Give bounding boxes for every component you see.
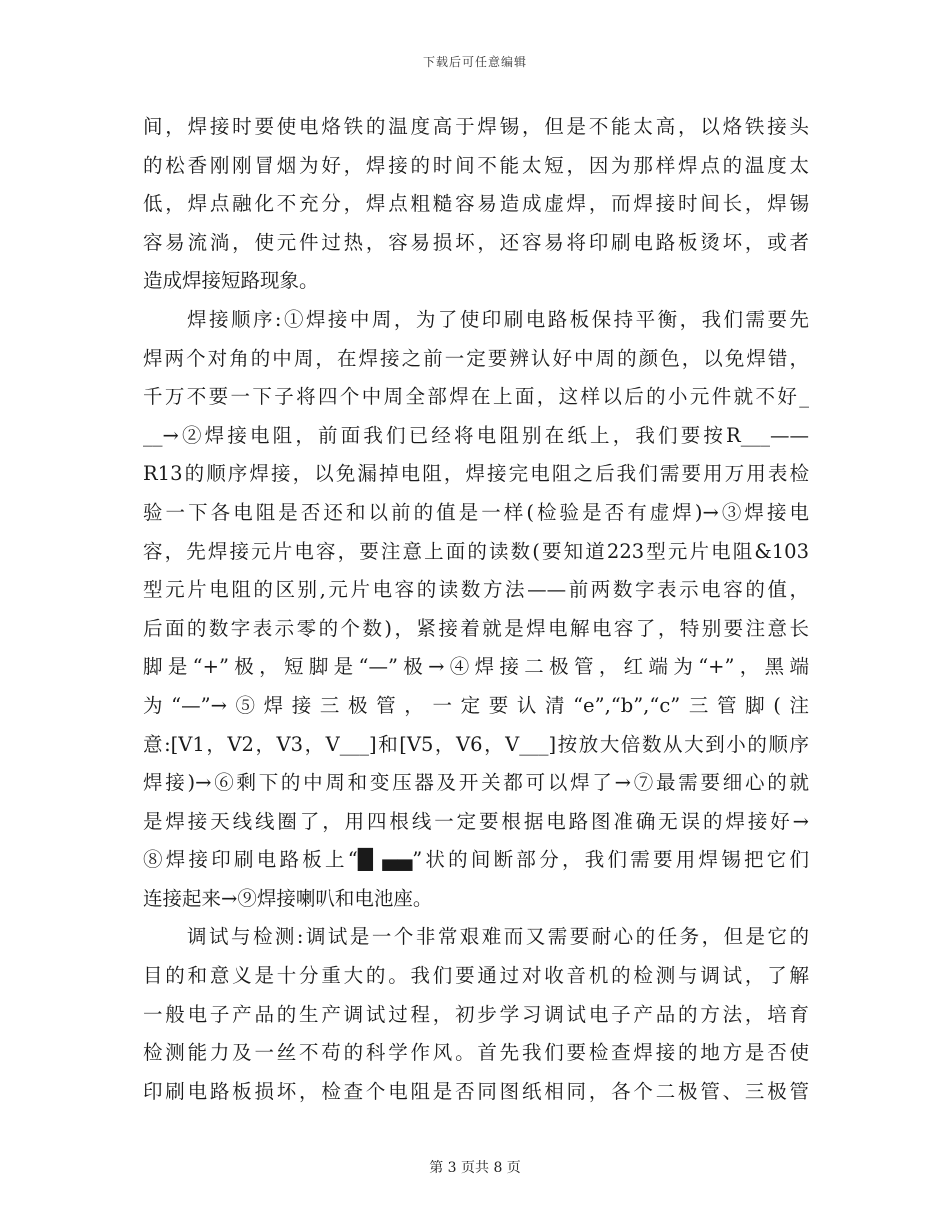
text-line: 检测能力及一丝不苟的科学作风。首先我们要检查焊接的地方是否使 xyxy=(143,1041,809,1065)
text-line: 焊接)→⑥剩下的中周和变压器及开关都可以焊了→⑦最需要细心的就 xyxy=(143,771,809,795)
text-line: R13的顺序焊接，以免漏掉电阻，焊接完电阻之后我们需要用万用表检 xyxy=(143,462,809,486)
text-line: 验一下各电阻是否还和以前的值是一样(检验是否有虚焊)→③焊接电 xyxy=(143,500,809,524)
text-line: 后面的数字表示零的个数)，紧接着就是焊电解电容了，特别要注意长 xyxy=(143,616,809,640)
text-line: 印刷电路板损坏，检查个电阻是否同图纸相同，各个二极管、三极管 xyxy=(143,1079,809,1103)
page-header: 下载后可任意编辑 xyxy=(422,55,527,69)
text-line: 的松香刚刚冒烟为好，焊接的时间不能太短，因为那样焊点的温度太 xyxy=(143,153,809,177)
text-line: 容易流淌，使元件过热，容易损坏，还容易将印刷电路板烫坏，或者 xyxy=(143,230,809,254)
text-line: 意:[V1，V2，V3，V___]和[V5，V6，V___]按放大倍数从大到小的顺序 xyxy=(143,732,809,756)
text-line: 焊两个对角的中周，在焊接之前一定要辨认好中周的颜色，以免焊错， xyxy=(143,346,809,370)
paragraph-1 xyxy=(143,108,809,301)
text-line: 低，焊点融化不充分，焊点粗糙容易造成虚焊，而焊接时间长，焊锡 xyxy=(143,192,809,216)
document-body xyxy=(143,108,809,1111)
paragraph-3 xyxy=(143,918,809,1111)
text-line: 是焊接天线线圈了，用四根线一定要根据电路图准确无误的焊接好→ xyxy=(143,809,809,833)
text-line: __→②焊接电阻，前面我们已经将电阻别在纸上，我们要按R___—— xyxy=(143,423,809,447)
text-line: 型元片电阻的区别,元片电容的读数方法——前两数字表示电容的值， xyxy=(143,578,809,602)
text-line: 焊接顺序:①焊接中周，为了使印刷电路板保持平衡，我们需要先 xyxy=(187,307,809,331)
text-line: 造成焊接短路现象。 xyxy=(143,269,319,293)
text-line: 调试与检测:调试是一个非常艰难而又需要耐心的任务，但是它的 xyxy=(187,925,809,949)
text-line: ⑧焊接印刷电路板上“█ ▄▄”状的间断部分，我们需要用焊锡把它们 xyxy=(143,848,809,872)
text-line: 一般电子产品的生产调试过程，初步学习调试电子产品的方法，培育 xyxy=(143,1002,809,1026)
text-line: 容，先焊接元片电容，要注意上面的读数(要知道223型元片电阻&103 xyxy=(143,539,809,563)
page-footer: 第 3 页共 8 页 xyxy=(429,1160,521,1176)
text-line: 间，焊接时要使电烙铁的温度高于焊锡，但是不能太高，以烙铁接头 xyxy=(143,115,809,138)
text-line: 千万不要一下子将四个中周全部焊在上面，这样以后的小元件就不好_ xyxy=(143,385,809,409)
text-line: 为“—”→⑤焊接三极管，一定要认清“e”,“b”,“c”三管脚(注 xyxy=(143,693,809,717)
text-line: 连接起来→⑨焊接喇叭和电池座。 xyxy=(143,886,433,910)
text-line: 目的和意义是十分重大的。我们要通过对收音机的检测与调试，了解 xyxy=(143,964,809,988)
paragraph-2 xyxy=(143,301,809,919)
text-line: 脚是“+”极，短脚是“—”极→④焊接二极管，红端为“+”，黑端 xyxy=(143,655,809,679)
